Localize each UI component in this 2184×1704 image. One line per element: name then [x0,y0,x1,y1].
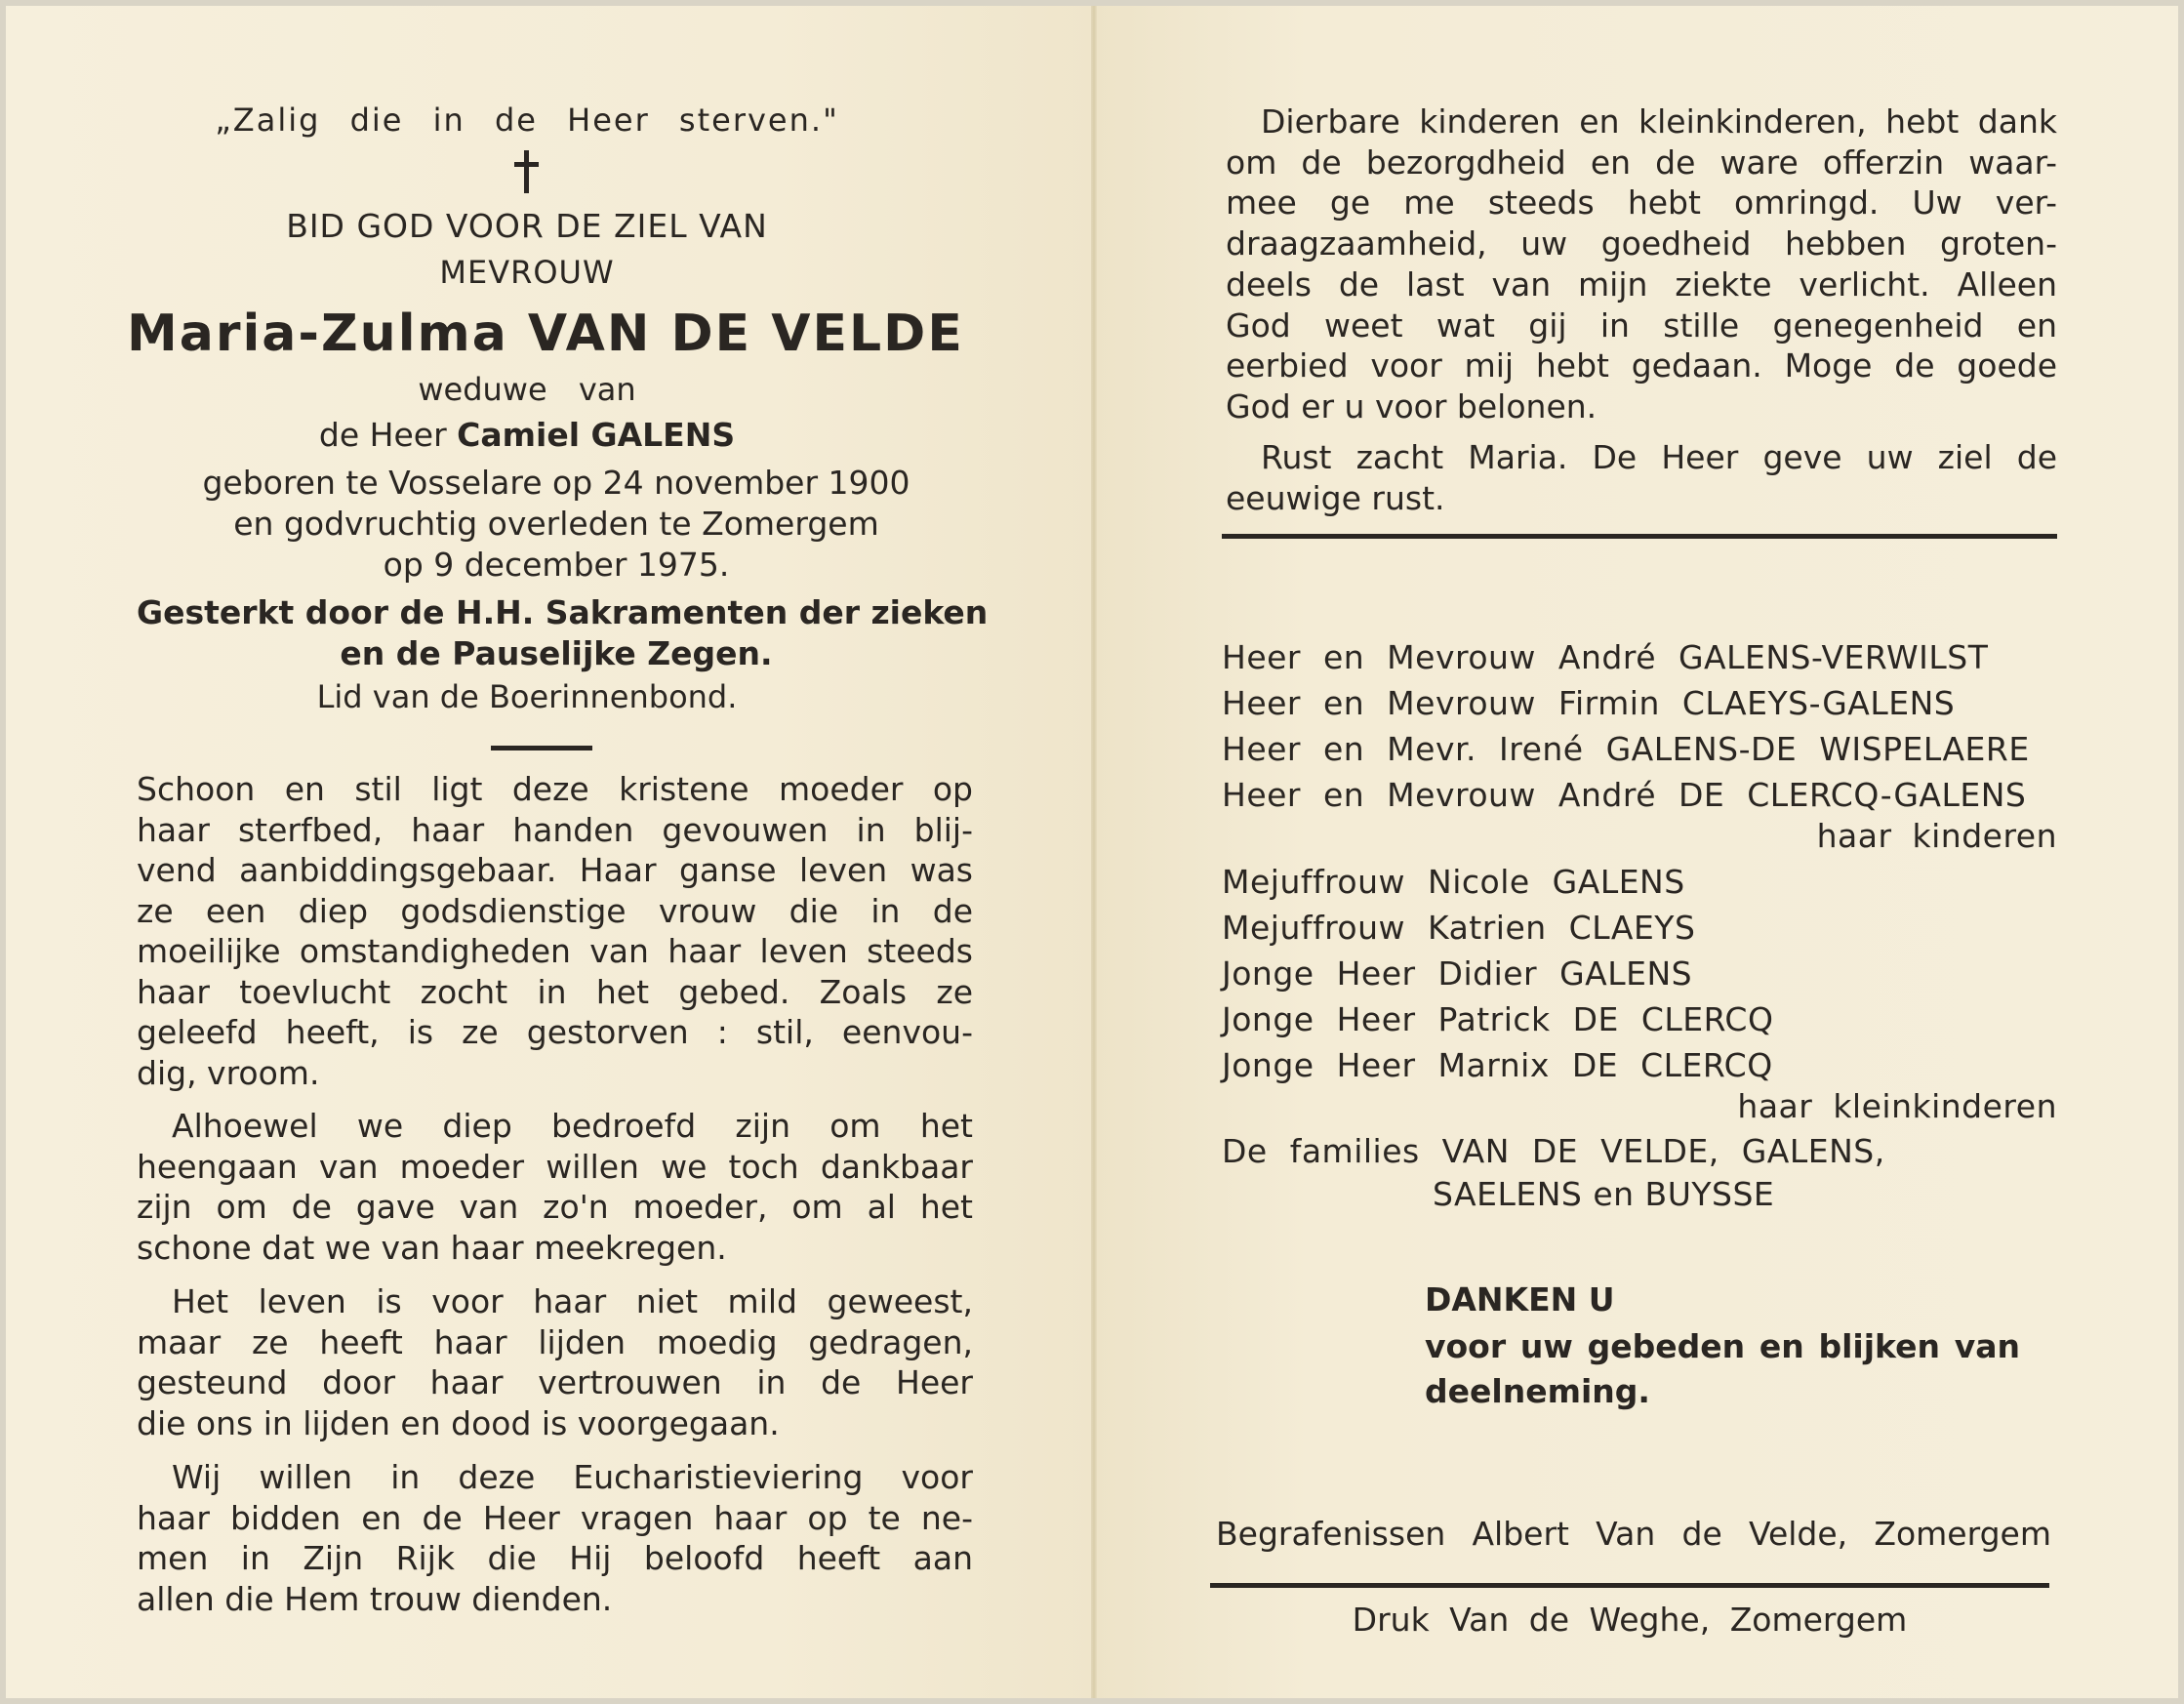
death-date-line: op 9 december 1975. [383,546,730,584]
blessing-line: en de Pauselijke Zegen. [340,634,773,672]
child-entry: Heer en Mevrouw André DE CLERCQ-GALENS [1222,776,2027,814]
deceased-name: Maria-Zulma VAN DE VELDE [127,304,964,363]
text-line: schone dat we van haar meekregen. [137,1228,727,1267]
text-line: Het leven is voor haar niet mild geweest, [172,1282,973,1320]
card-fold [1091,6,1097,1698]
thanks-line: voor uw gebeden en blijken van [1425,1327,2020,1365]
title-mevrouw: MEVROUW [439,254,615,291]
thanks-heading: DANKEN U [1425,1280,1615,1319]
grandchild-entry: Mejuffrouw Nicole GALENS [1222,863,1685,901]
text-line: Dierbare kinderen en kleinkinderen, hebt dank [1261,102,2057,141]
printer-credit: Druk Van de Weghe, Zomergem [1352,1601,1908,1639]
cross-icon [127,146,927,195]
text-line: die ons in lijden en dood is voorgegaan. [137,1403,780,1442]
husband-name: Camiel GALENS [457,416,736,454]
child-entry: Heer en Mevrouw André GALENS-VERWILST [1222,638,1989,676]
opening-quote: „Zalig die in de Heer sterven." [215,101,839,139]
text-line: dig, vroom. [137,1053,320,1092]
text-line: heengaan van moeder willen we toch dankbaar [137,1147,973,1186]
funeral-director: Begrafenissen Albert Van de Velde, Zomergem [1216,1515,2051,1553]
paragraph [137,1457,973,1619]
text-line: Rust zacht Maria. De Heer geve uw ziel de [1261,438,2057,476]
paragraph [137,769,973,1093]
text-line: Wij willen in deze Eucharistieviering voor [172,1458,973,1496]
sacrament-line: Gesterkt door de H.H. Sakramenten der zieken [137,593,989,631]
text-line: Alhoewel we diep bedroefd zijn om het [172,1107,973,1145]
text-line: geleefd heeft, is ze gestorven : stil, eenvou- [137,1013,973,1051]
footer-rule [1210,1583,2049,1588]
text-line: allen die Hem trouw dienden. [137,1579,613,1618]
text-line: mee ge me steeds hebt omringd. Uw ver- [1226,183,2057,223]
birth-line: geboren te Vosselare op 24 november 1900 [202,464,910,502]
husband-line [127,416,927,454]
family-list [1222,638,2057,1170]
text-line: draagzaamheid, uw goedheid hebben groten- [1226,224,2057,264]
text-line: God weet wat gij in stille genegenheid en [1226,305,2057,345]
text-line: zijn om de gave van zo'n moeder, om al het [137,1188,973,1226]
text-line: God er u voor belonen. [1226,386,1598,426]
widow-of: weduwe van [418,371,636,408]
rest-paragraph [1226,437,2057,518]
text-line: deels de last van mijn ziekte verlicht. Alleen [1226,264,2057,304]
text-line: gesteund door haar vertrouwen in de Heer [137,1363,973,1401]
grandchild-entry: Mejuffrouw Katrien CLAEYS [1222,909,1696,947]
grandchildren-label: haar kleinkinderen [1737,1087,2057,1125]
divider-rule [1222,534,2057,539]
grandchild-entry: Jonge Heer Didier GALENS [1222,954,1693,993]
text-line: vend aanbiddingsgebaar. Haar ganse leven was [137,851,973,889]
text-line: men in Zijn Rijk die Hij beloofd heeft aan [137,1539,973,1577]
husband-prefix: de Heer [318,416,447,454]
prayer-request: BID GOD VOOR DE ZIEL VAN [286,207,768,245]
families-line-continued: SAELENS en BUYSSE [1433,1175,1775,1213]
death-line: en godvruchtig overleden te Zomergem [233,505,879,543]
text-line: Schoon en stil ligt deze kristene moeder op [137,770,973,808]
text-line: eerbied voor mij hebt gedaan. Moge de goede [1226,346,2057,385]
ornament-rule [491,746,592,751]
thanks-line-end: deelneming. [1425,1372,1650,1410]
membership-line: Lid van de Boerinnenbond. [316,678,738,715]
child-entry: Heer en Mevrouw Firmin CLAEYS-GALENS [1222,684,1956,722]
gratitude-paragraph [1226,101,2057,427]
text-line: haar sterfbed, haar handen gevouwen in blij- [137,810,973,849]
grandchild-entry: Jonge Heer Marnix DE CLERCQ [1222,1046,1773,1084]
paragraph [137,1106,973,1268]
text-line: om de bezorgdheid en de ware offerzin waar- [1226,142,2057,182]
text-line: haar bidden en de Heer vragen haar op te ne- [137,1498,973,1537]
text-line: eeuwige rust. [1226,478,1445,517]
grandchild-entry: Jonge Heer Patrick DE CLERCQ [1222,1000,1774,1038]
paragraph [137,1281,973,1443]
text-line: maar ze heeft haar lijden moedig gedragen, [137,1322,973,1361]
text-line: moeilijke omstandigheden van haar leven steeds [137,932,973,970]
families-line: De families VAN DE VELDE, GALENS, [1222,1132,1885,1170]
child-entry: Heer en Mevr. Irené GALENS-DE WISPELAERE [1222,730,2030,768]
text-line: ze een diep godsdienstige vrouw die in de [137,891,973,930]
text-line: haar toevlucht zocht in het gebed. Zoals ze [137,972,973,1011]
children-label: haar kinderen [1816,817,2057,855]
